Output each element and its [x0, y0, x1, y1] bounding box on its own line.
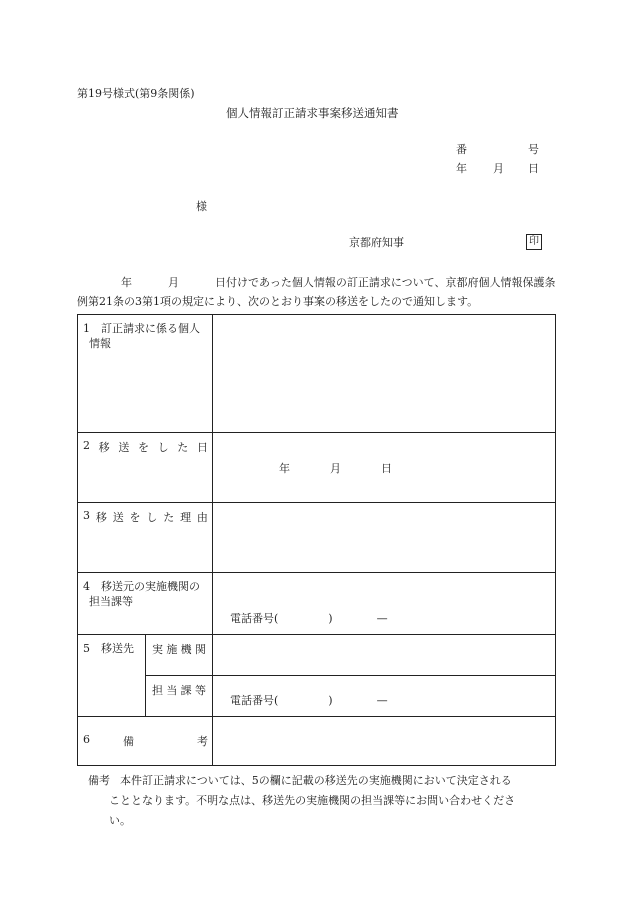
- date-month-label: 月: [493, 162, 504, 175]
- phone-label: 電話番号(: [230, 694, 279, 707]
- remarks-note: [88, 771, 558, 831]
- destination-phone-line: [230, 692, 388, 708]
- row-destination-department: [78, 676, 556, 717]
- transfer-date-char: 移: [98, 441, 110, 454]
- transfer-reason-char: 移: [95, 511, 107, 524]
- remarks-num: 6: [83, 733, 90, 746]
- transfer-reason-char: し: [146, 511, 158, 524]
- destination-agency-char: 施: [166, 643, 178, 656]
- transfer-form-table: [77, 314, 556, 766]
- destination-label-cell: [78, 635, 146, 717]
- intro-month: 月: [168, 276, 179, 289]
- phone-dash: —: [376, 612, 388, 625]
- phone-label: 電話番号(: [230, 612, 279, 625]
- transfer-reason-label-cell: [78, 503, 213, 573]
- intro-paragraph: [77, 273, 557, 311]
- remarks-label-cell: [78, 717, 213, 766]
- transfer-reason-num: 3: [83, 509, 90, 522]
- source-phone-line: [230, 610, 388, 626]
- transfer-date-field[interactable]: [213, 433, 556, 503]
- phone-close-paren: ): [328, 694, 333, 707]
- destination-department-char: 等: [194, 684, 206, 697]
- transfer-date-label-cell: [78, 433, 213, 503]
- source-department-label-2: 担当課等: [89, 595, 133, 608]
- intro-year: 年: [121, 276, 132, 289]
- destination-label: 5 移送先: [83, 642, 134, 655]
- transfer-reason-char: 理: [180, 511, 192, 524]
- number-label: 番: [456, 143, 467, 156]
- transfer-date-month: 月: [330, 462, 341, 475]
- phone-dash: —: [376, 694, 388, 707]
- personal-info-label-2: 情報: [89, 337, 111, 350]
- row-transfer-date: [78, 433, 556, 503]
- document-title: 個人情報訂正請求事案移送通知書: [226, 106, 399, 120]
- transfer-date-year: 年: [279, 462, 290, 475]
- transfer-date-char: し: [157, 441, 169, 454]
- destination-agency-label-cell: [146, 635, 213, 676]
- row-destination-agency: [78, 635, 556, 676]
- transfer-reason-char: た: [163, 511, 175, 524]
- intro-text: 日付けであった個人情報の訂正請求について、京都府個人情報保護条例第21条の3第1項の規定により、次のとおり事案の移送をしたので通知します。: [77, 276, 556, 308]
- source-department-label-1: 4 移送元の実施機関の: [83, 580, 200, 593]
- remarks-field[interactable]: [213, 717, 556, 766]
- transfer-reason-char: 由: [196, 511, 208, 524]
- source-department-label-cell: [78, 573, 213, 635]
- note-text-1: 本件訂正請求については、5の欄に記載の移送先の実施機関において決定される: [120, 774, 512, 787]
- destination-department-char: 当: [166, 684, 178, 697]
- destination-agency-char: 関: [194, 643, 206, 656]
- source-department-field[interactable]: [213, 573, 556, 635]
- note-text-3: い。: [109, 814, 131, 827]
- remarks-char: 備: [123, 735, 134, 748]
- addressee-suffix: 様: [196, 200, 207, 213]
- transfer-date-day: 日: [381, 462, 392, 475]
- personal-info-field[interactable]: [213, 315, 556, 433]
- seal-stamp: 印: [526, 234, 542, 250]
- sender-name: 京都府知事: [349, 236, 404, 249]
- destination-department-label-cell: [146, 676, 213, 717]
- transfer-date-char: た: [177, 441, 189, 454]
- transfer-date-char: 送: [118, 441, 130, 454]
- row-transfer-reason: [78, 503, 556, 573]
- row-source-department: [78, 573, 556, 635]
- destination-department-field[interactable]: [213, 676, 556, 717]
- transfer-date-char: を: [137, 441, 149, 454]
- note-head: 備考: [88, 774, 110, 787]
- phone-close-paren: ): [328, 612, 333, 625]
- destination-agency-char: 機: [180, 643, 192, 656]
- transfer-reason-char: を: [129, 511, 141, 524]
- destination-department-char: 担: [152, 684, 163, 697]
- destination-agency-char: 実: [152, 643, 163, 656]
- personal-info-label-1: 1 訂正請求に係る個人: [83, 322, 200, 335]
- transfer-reason-char: 送: [112, 511, 124, 524]
- remarks-char: 考: [197, 735, 208, 748]
- date-year-label: 年: [456, 162, 467, 175]
- transfer-date-num: 2: [83, 439, 90, 452]
- row-remarks: [78, 717, 556, 766]
- row-personal-info: [78, 315, 556, 433]
- number-suffix: 号: [528, 143, 539, 156]
- note-text-2: こととなります。不明な点は、移送先の実施機関の担当課等にお問い合わせくださ: [109, 794, 516, 807]
- destination-department-char: 課: [180, 684, 192, 697]
- transfer-date-char: 日: [196, 441, 208, 454]
- date-day-label: 日: [528, 162, 539, 175]
- destination-agency-field[interactable]: [213, 635, 556, 676]
- personal-info-label-cell: [78, 315, 213, 433]
- form-number: 第19号様式(第9条関係): [77, 87, 195, 100]
- transfer-reason-field[interactable]: [213, 503, 556, 573]
